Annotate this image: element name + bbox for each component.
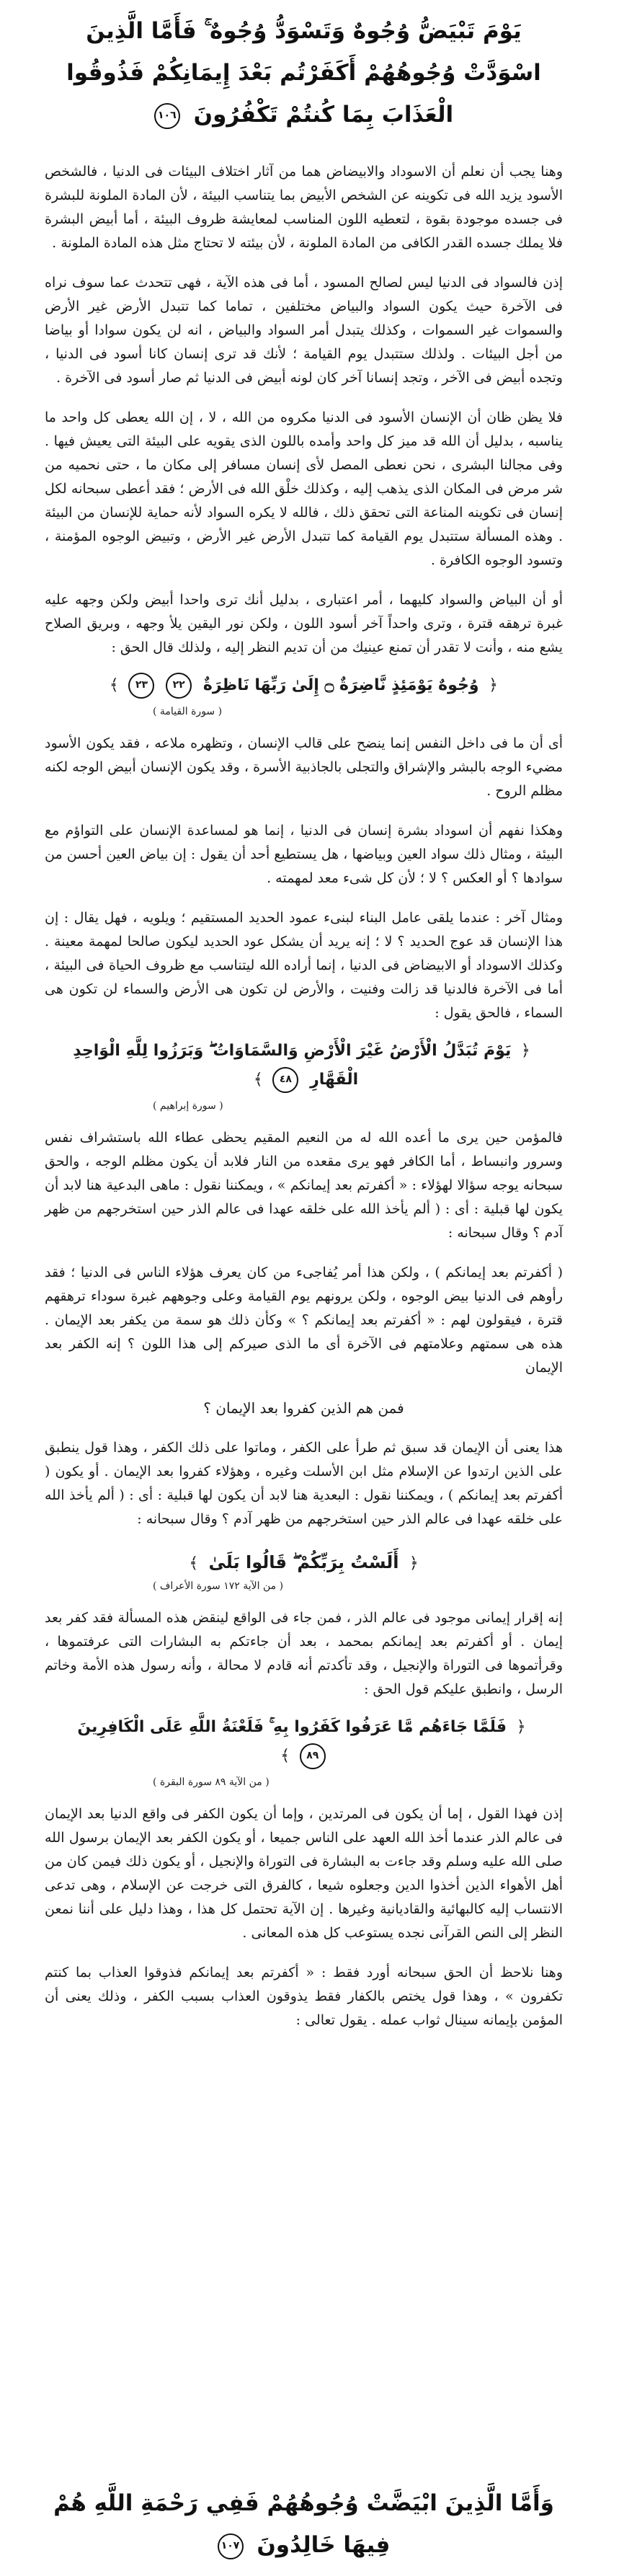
paragraph: إذن فهذا القول ، إما أن يكون فى المرتدين ، وإما أن يكون الكفر فى واقع الدنيا بعد الإيمان فى عالم الذر عندما أخذ الله العهد على الناس جميعا ، أو يكون الكفر بعد الإيمان برسول الله صلى الله عليه وسلم وقد جاءت به البشارة فى التوراة والإنجيل ، أو يكون ذلك فيمن كان من أهل الأهواء الذين أخذوا الدين وجعلوه شيعا ، كالفرق التى خرجت عن الإسلام ، وهى تدعى الانتساب إليه كالبهائية والقاديانية وغيرها . إن الآية تحتمل كل هذا ، وهذا دليل على أننا نمعن النظر إلى النص القرآنى نجده يستوعب كل هذه المعانى . [45,1806,563,1941]
ornament-close-icon: ﴾ [189,1554,199,1572]
verse-reference: ( من الآية ٨٩ سورة البقرة ) [153,1776,270,1788]
opening-verse-line [45,94,563,136]
ayah-number-badge: ٤٨ [272,1067,298,1093]
paragraph: ( أكفرتم بعد إيمانكم ) ، ولكن هذا أمر يُفاجىء من كان يعرف هؤلاء الناس فى الدنيا ؛ فقد رأوهم فى الدنيا بيض الوجوه ، ولكن يرونهم يوم القيامة وعلى وجوههم غبرة سوداء ترهقهم قترة ، فيقولون لهم : « أكفرتم بعد إيمانكم ؟ » وكأن ذلك هو سمة من يكفر بعد الإيمان . هذه هى سمتهم وعلامتهم فى الآخرة أى ما الذى صيركم إلى هذا اللون ؟ إنه الكفر بعد الإيمان [45,1265,563,1376]
paragraph: إذن فالسواد فى الدنيا ليس لصالح المسود ، أما فى هذه الآية ، فهى تتحدث عما سوف نراه فى الآخرة حيث يكون السواد والبياض مختلفين ، تماما كما تتبدل الأرض غير الأرض والسموات غير السموات ، وكذلك يتبدل أمر السواد والبياض ، انه لن يكون سوادا أو بياضا من أجل البيئات . ولذلك ستتبدل يوم القيامة ؛ لأنك قد ترى إنسان كانا أسود فى الدنيا ، وتجده أبيض فى الآخر ، وتجد إنسانا آخر كان لونه أبيض فى الدنيا ثم صار أسود فى الآخرة . [45,275,563,386]
paragraph: فالمؤمن حين يرى ما أعده الله له من النعيم المقيم يحظى عطاء الله باستشراف نفس وسرور وانبساط ، أما الكافر فهو يرى مقعده من النار فلابد أن يكون مظلم الوجه ، والحق سبحانه يوجه سؤالا لهؤلاء : « أكفرتم بعد إيمانكم » ، ويمكننا نقول : ماهى البدعية هنا لابد أن يكون لها قبلية : أى : ( ألم يأخذ الله على خلقه عهدا فى عالم الذر حين استخرجهم من ظهر آدم ؟ وقال سبحانه : [45,1130,563,1241]
ayah-number-badge: ١٠٦ [154,103,180,129]
quoted-verse-text: فَلَمَّا جَاءَهُم مَّا عَرَفُوا كَفَرُوا بِهِ ۚ فَلَعْنَةُ اللَّهِ عَلَى الْكَافِرِينَ [77,1718,507,1736]
paragraph: وهنا نلاحظ أن الحق سبحانه أورد فقط : « أكفرتم بعد إيمانكم فذوقوا العذاب بما كنتم تكفرون » ، وهذا قول يختص بالكفار فقط يذوقون العذاب بسبب الكفر ، وذلك يعنى أن المؤمن بإيمانه سينال ثواب عمله . يقول تعالى : [45,1965,563,2028]
ornament-open-icon: ﴿ [409,1554,419,1572]
opening-verse-line-text: الْعَذَابَ بِمَا كُنتُمْ تَكْفُرُونَ [193,102,454,128]
paragraph: فلا يظن ظان أن الإنسان الأسود فى الدنيا مكروه من الله ، لا ، إن الله يعطى كل واحد ما يناسبه ، بدليل أن الله قد ميز كل واحد وأمده باللون الذى يقويه على البيئة التى يعيش فيها . وفى مجالنا البشرى ، نحن نعطى المصل لأى إنسان مسافر إلى مكان ما ، حتى نحميه من شر مرض فى المكان الذى يذهب إليه ، وكذلك خلْق الله فى الأرض ؛ فقد أعطى سبحانه لكل إنسان فى تكوينه المناعة التى تحقق ذلك ، فالله لا يكره السواد لأنه حماية للإنسان من البيئة . وهذه المسألة ستتبدل يوم القيامة كما تتبدل الأرض غير الأرض ، وتبيض الوجوه المؤمنة ، وتسود الوجوه الكافرة . [45,410,563,568]
closing-verse [45,2482,563,2566]
closing-verse-line: وَأَمَّا الَّذِينَ ابْيَضَّتْ وُجُوهُهُمْ فَفِي رَحْمَةِ اللَّهِ هُمْ [53,2490,554,2516]
paragraph: وهكذا نفهم أن اسوداد بشرة إنسان فى الدنيا ، إنما هو لمساعدة الإنسان على التواؤم مع البيئة ، ومثال ذلك سواد العين وبياضها ، هل يستطيع أحد أن يقول : إن بياض العين أحسن من سوادها ؟ أو العكس ؟ لا ؛ لأن كل شىء معد لمهمته . [45,823,563,886]
section-question: فمن هم الذين كفروا بعد الإيمان ؟ [203,1399,404,1417]
ayah-number-badge: ١٠٧ [218,2533,244,2559]
quoted-verse-text: أَلَسْتُ بِرَبِّكُمْ ۖ قَالُوا بَلَىٰ [208,1552,399,1572]
ornament-open-icon: ﴿ [516,1718,526,1736]
paragraph: ومثال آخر : عندما يلقى عامل البناء لبنىء عمود الحديد المستقيم ؛ ويلويه ، فهل يقال : إن هذا الإنسان قد عوج الحديد ؟ لا ؛ إنه يريد أن يشكل عود الحديد ليكون صالحا لمهمة معينة . وكذلك الاسوداد أو الابيضاض فى الدنيا ، إنما أراده الله ليتناسب مع ظروف الحياة فى البيئة ، أما فى الآخرة فالدنيا قد زالت وفنيت ، والأرض لن تكون هى الأرض والسماء لن تكون هى السماء ، فالحق يقول : [45,910,563,1021]
opening-verse-line: اسْوَدَّتْ وُجُوهُهُمْ أَكَفَرْتُم بَعْدَ إِيمَانِكُمْ فَذُوقُوا [66,60,541,86]
ornament-close-icon: ﴾ [109,676,119,694]
ornament-open-icon: ﴿ [520,1042,530,1060]
paragraph: وهنا يجب أن نعلم أن الاسوداد والابيضاض هما من آثار اختلاف البيئات فى الدنيا ، فالشخص الأسود يزيد الله فى تكوينه عن الشخص الأبيض بما يتناسب البيئة ، لأن المادة الملونة للبشرة فى جسده موجودة بقوة ، لتعطيه اللون المناسب لمعايشة ظروف البيئة ، أما أبيض البشرة فلا يملك جسده القدر الكافى من المادة الملونة ، لأن بيئته لا تحتاج مثل هذه المادة الملونة . [45,164,563,251]
closing-verse-line-text: فِيهَا خَالِدُونَ [257,2532,391,2558]
quoted-verse [45,671,563,700]
paragraph: أو أن البياض والسواد كليهما ، أمر اعتبارى ، بدليل أنك ترى واحدا أبيض ولكن وجهه عليه غبرة ترهقه قترة ، وترى واحداً آخر أسود اللون ، ولكن نور اليقين يلأ وجهه ، وبريق الصلاح يشع منه ، وأنت لا تقدر أن تمنع عينيك من أن تديم النظر إليه ، ولذلك قال الحق : [45,592,563,655]
ornament-open-icon: ﴿ [489,676,499,694]
paragraph: أى أن ما فى داخل النفس إنما ينضح على قالب الإنسان ، وتظهره ملاعه ، فقد يكون الأسود مضيء الوجه بالبشر والإشراق والتجلى بالجاذبية الأسرة ، وقد يكون الإنسان أبيض الوجه لكنه مظلم الروح . [45,735,563,799]
paragraph: هذا يعنى أن الإيمان قد سبق ثم طرأ على الكفر ، وماتوا على ذلك الكفر ، وهذا قول ينطبق على الذين ارتدوا عن الإسلام مثل ابن الأسلت وغيره ، وهؤلاء كفروا بعد الإيمان . أو يكون ( أكفرتم بعد إيمانكم ) ، ويمكننا نقول : البعدية هنا لابد أن يكون لها قبلية : أى : ( ألم يأخذ الله على خلقه عهدا فى عالم الذر حين استخرجهم من ظهر آدم ؟ وقال سبحانه : [45,1440,563,1527]
quoted-verse [45,1547,563,1579]
ornament-close-icon: ﴾ [253,1071,263,1089]
ayah-number-badge: ٨٩ [300,1743,326,1769]
paragraph: إنه إقرار إيمانى موجود فى عالم الذر ، فمن جاء فى الواقع لينقض هذه المسألة فقد كفر بعد إيمان . أو أكفرتم بعد إيمانكم بمحمد ، بعد أن جاءتكم به البشارات التى عرفتموها ، وقرأتموها فى التوراة والإنجيل ، وقد تأكدتم أنه قادم لا محالة ، وأنه رسول هذه الأمة وخاتم الرسل ، وانطبق عليكم قول الحق : [45,1610,563,1697]
quoted-verse-text: يَوْمَ تُبَدَّلُ الْأَرْضُ غَيْرَ الْأَرْضِ وَالسَّمَاوَاتُ ۖ وَبَرَزُوا لِلَّهِ الْوَاحِدِ الْقَهَّارِ [73,1042,512,1089]
closing-verse-line [45,2524,563,2566]
verse-reference: ( سورة القيامة ) [153,706,223,717]
ayah-number-badge: ٢٣ [128,673,154,699]
quoted-verse [45,1037,563,1094]
ayah-number-badge: ٢٢ [166,673,192,699]
opening-verse [45,10,563,136]
ornament-close-icon: ﴾ [280,1747,290,1765]
verse-reference: ( من الآية ١٧٢ سورة الأعراف ) [153,1580,284,1592]
quoted-verse-text: وُجُوهٌ يَوْمَئِذٍ نَّاضِرَةٌ ۝ إِلَىٰ رَبِّهَا نَاظِرَةٌ [202,676,479,694]
opening-verse-line: يَوْمَ تَبْيَضُّ وُجُوهٌ وَتَسْوَدُّ وُجُوهٌ ۚ فَأَمَّا الَّذِينَ [86,18,522,44]
verse-reference: ( سورة إبراهيم ) [153,1100,223,1112]
quoted-verse [45,1713,563,1771]
